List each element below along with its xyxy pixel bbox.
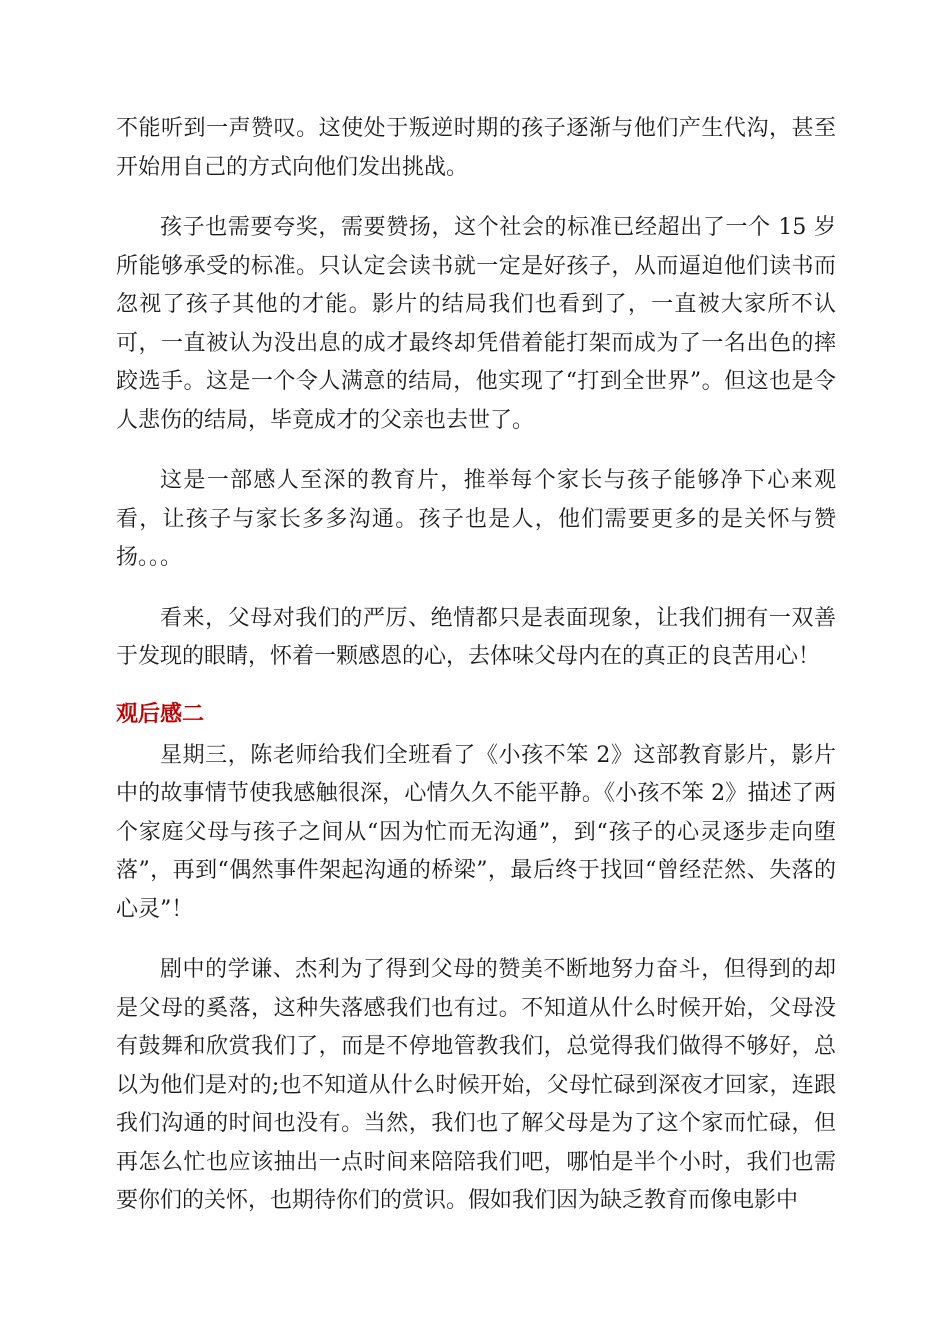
- paragraph-conclusion: 看来，父母对我们的严厉、绝情都只是表面现象，让我们拥有一双善于发现的眼睛，怀着一颗感恩的心，去体味父母内在的真正的良苦用心！: [116, 605, 836, 669]
- paragraph-movie-intro: 星期三，陈老师给我们全班看了《小孩不笨 2》这部教育影片，影片中的故事情节使我感触很深，心情久久不能平静。《小孩不笨 2》描述了两个家庭父母与孩子之间从“因为忙而无沟通”，到“孩子的心灵逐步走向堕落”，再到“偶然事件架起沟通的桥梁”，最后终于找回“曾经茫然、失落的心灵”！: [116, 742, 836, 922]
- paragraph-praise: 孩子也需要夸奖，需要赞扬，这个社会的标准已经超出了一个 15 岁所能够承受的标准。只认定会读书就一定是好孩子，从而逼迫他们读书而忽视了孩子其他的才能。影片的结局我们也看到了，一直被大家所不认可，一直被认为没出息的成才最终却凭借着能打架而成为了一名出色的摔跤选手。这是一个令人满意的结局，他实现了“打到全世界”。但这也是令人悲伤的结局，毕竟成才的父亲也去世了。: [116, 215, 836, 433]
- paragraph-recommendation: 这是一部感人至深的教育片，推举每个家长与孩子能够净下心来观看，让孩子与家长多多沟通。孩子也是人，他们需要更多的是关怀与赞扬。。。: [116, 468, 836, 570]
- paragraph-continuation: 不能听到一声赞叹。这使处于叛逆时期的孩子逐渐与他们产生代沟，甚至开始用自己的方式向他们发出挑战。: [116, 116, 836, 180]
- paragraph-characters: 剧中的学谦、杰利为了得到父母的赞美不断地努力奋斗，但得到的却是父母的奚落，这种失落感我们也有过。不知道从什么时候开始，父母没有鼓舞和欣赏我们了，而是不停地管教我们，总觉得我们做得不够好，总以为他们是对的;也不知道从什么时候开始，父母忙碌到深夜才回家，连跟我们沟通的时间也没有。当然，我们也了解父母是为了这个家而忙碌，但再怎么忙也应该抽出一点时间来陪陪我们吧，哪怕是半个小时，我们也需要你们的关怀，也期待你们的赏识。假如我们因为缺乏教育而像电影中: [116, 957, 836, 1213]
- document-body: [116, 110, 836, 1221]
- section-heading: 观后感二: [116, 701, 205, 727]
